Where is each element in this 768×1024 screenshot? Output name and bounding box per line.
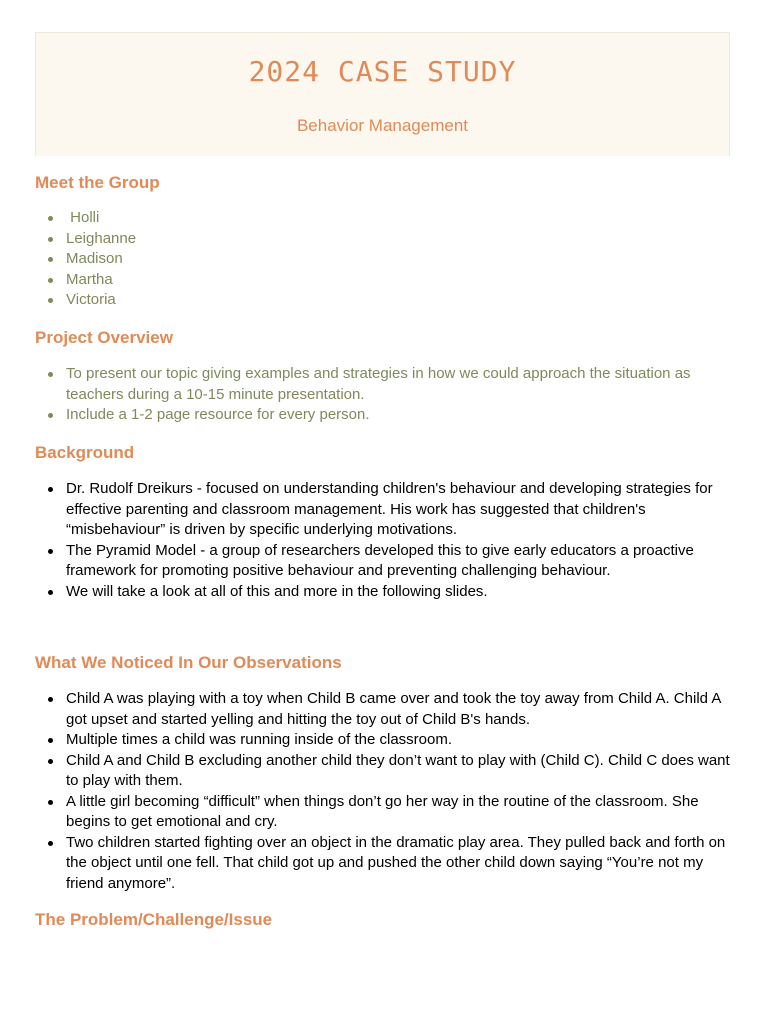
list-item [35,290,735,311]
list-item-text: Include a 1-2 page resource for every person. [66,406,370,423]
bullet-icon [48,257,53,262]
bullet-icon [48,487,53,492]
bullet-icon [48,738,53,743]
group-heading: Meet the Group [35,173,160,192]
list-item-text: A little girl becoming “difficult” when things don’t go her way in the routine of the classroom. She begins to get emotional and cry. [66,792,699,830]
group-list [35,208,735,311]
problem-heading: The Problem/Challenge/Issue [35,910,273,929]
page-title: 2024 CASE STUDY [248,55,517,88]
background-list [35,479,735,602]
background-heading: Background [35,443,135,462]
list-item-text: Multiple times a child was running inside of the classroom. [66,731,453,748]
list-item-text: Dr. Rudolf Dreikurs - focused on understanding children's behaviour and developing strategies for effective parenting and classroom management. His work has suggested that children's “misbehaviour” is driven by specific underlying motivations. [66,480,713,538]
bullet-icon [48,298,53,303]
bullet-icon [48,237,53,242]
bullet-icon [48,759,53,764]
list-item-text: To present our topic giving examples and strategies in how we could approach the situation as teachers during a 10-15 minute presentation. [66,365,691,403]
list-item [35,541,735,582]
member-name: Victoria [66,291,116,308]
page-subtitle: Behavior Management [296,116,469,135]
member-name: Leighanne [66,229,137,247]
member-name: Martha [66,270,113,288]
bullet-icon [48,413,53,418]
list-item [35,364,735,405]
bullet-icon [48,216,53,221]
observations-heading: What We Noticed In Our Observations [35,653,342,672]
list-item [35,730,735,751]
title-banner [35,32,730,156]
bullet-icon [48,590,53,595]
list-item-text: The Pyramid Model - a group of researchers developed this to give early educators a proactive framework for promoting positive behaviour and preventing challenging behaviour. [66,541,694,579]
list-item [35,689,735,730]
list-item [35,270,735,291]
observations-list [35,689,735,894]
bullet-icon [48,841,53,846]
list-item [35,833,735,895]
overview-list [35,364,735,426]
bullet-icon [48,278,53,283]
list-item [35,208,735,229]
list-item-text: Two children started fighting over an object in the dramatic play area. They pulled back and forth on the object until one fell. That child got up and pushed the other child down saying “You’re not my friend anymore”. [66,833,726,892]
list-item [35,792,735,833]
list-item [35,249,735,270]
list-item-text: Child A and Child B excluding another child they don’t want to play with (Child C). Child C does want to play with them. [66,751,730,789]
bullet-icon [48,697,53,702]
member-name: Holli [66,209,100,226]
member-name: Madison [66,250,123,267]
bullet-icon [48,372,53,377]
list-item [35,405,735,426]
list-item-text: Child A was playing with a toy when Child B came over and took the toy away from Child A. Child A got upset and started yelling and hitting the toy out of Child B's hands. [66,690,721,728]
bullet-icon [48,800,53,805]
overview-heading: Project Overview [35,328,173,347]
list-item-text: We will take a look at all of this and more in the following slides. [66,582,488,600]
list-item [35,229,735,250]
list-item [35,751,735,792]
bullet-icon [48,549,53,554]
list-item [35,582,735,603]
list-item [35,479,735,541]
